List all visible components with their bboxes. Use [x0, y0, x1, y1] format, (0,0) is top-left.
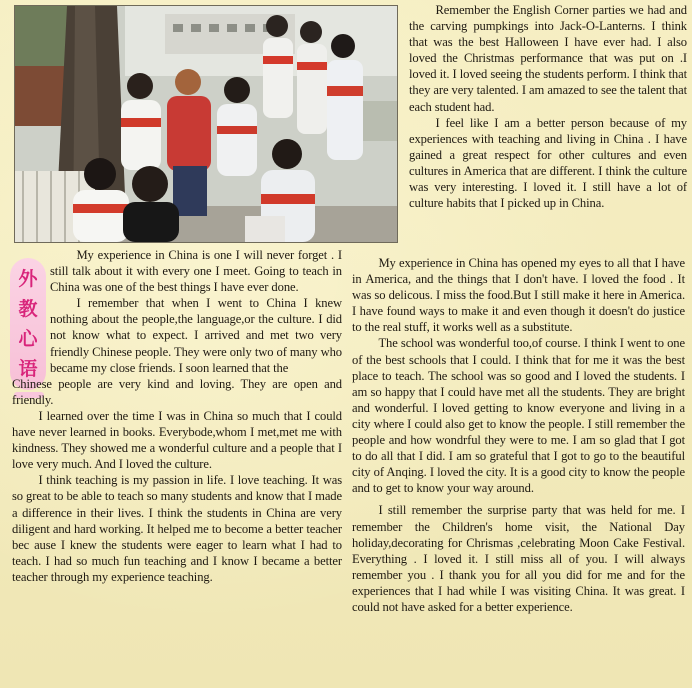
photo-illustration: [15, 6, 397, 242]
article-column-right-bottom: [352, 255, 685, 615]
badge-char: 外: [18, 268, 38, 290]
badge-char: 教: [18, 298, 38, 320]
badge-char: 心: [18, 328, 38, 350]
column-badge: [10, 258, 46, 390]
paragraph: I remember that when I went to China I knew nothing about the people,the language,or the culture. I did not know what to expect. I arrived and met two very friendly Chinese people. They were only two of many who became my close friends. I soon learned that the: [50, 296, 342, 375]
paragraph: Remember the English Corner parties we had and the carving pumpkings into Jack-O-Lanterns. I think that was the best Halloween I have ever had. I also loved the Christmas performance that was put on .I loved it. I loved seeing the students perform. I think that they are very talented. I am amazed to see the talent that each student had.: [409, 3, 687, 114]
badge-char: 语: [18, 358, 38, 380]
paragraph: My experience in China is one I will never forget . I still talk about it with every one I meet. Going to teach in China was one of the best things I have ever done.: [50, 248, 342, 295]
paragraph: The school was wonderful too,of course. I think I went to one of the best schools that I could. I think that for me it was the best place to teach. The school was so good and I loved the students. I am so happy that I could have met all the students. They are bright and wonderful. I loved getting to know everyone and living in a city where I could also get to know the people. I still remember the people and how wondrful they were to me. I am so glad that I got to do all that I did. I am so grateful that I got to go to the beautiful city of Anqing. I loved the city. It is a good city to know the people and to get to know your way around.: [352, 336, 685, 496]
paragraph: I learned over the time I was in China so much that I could have never learned in books. Everybode,whom I met,met me with kindness. They showed me a wonderful culture and a people that I love very much. And I loved the culture.: [12, 408, 342, 472]
paragraph: I still remember the surprise party that was held for me. I remember the Children's home visit, the National Day holiday,decorating for Chrismas ,celebrating Moon Cake Festival. Everything . I loved it. I still miss all of you. I will always remember you . I thank you for all you did for me and for the experiences that I had while I was visiting China. It was great. I could not have asked for a better experience.: [352, 503, 685, 614]
paragraph: I think teaching is my passion in life. I love teaching. It was so great to be able to teach so many students and know that I made a difference in their lives. I think the students in China are very diligent and hard working. It helped me to become a better teacher bec ause I knew the students were eager to learn what I had to teach. I had so much fun teaching and I know I became a better teacher through my experience teaching.: [12, 473, 342, 584]
article-column-left: [12, 247, 342, 585]
paragraph: My experience in China has opened my eyes to all that I have in America, and the things that I don't have. I loved the food . It was so delicous. I miss the food.But I still make it here in America. I have found ways to make it and even though it doesn't do justice to the real stuff, it works well as a substitute.: [352, 256, 685, 335]
paragraph: I feel like I am a better person because of my experiences with teaching and living in China . I have gained a great respect for other cultures and even cultures in America that are different. I think the culture was very interesting. I loved it. I still have a lot of culture habits that I picked up in China.: [409, 115, 687, 211]
paragraph-continued: Chinese people are very kind and loving. They are open and friendly.: [12, 376, 342, 407]
article-column-right-top: [409, 2, 687, 211]
group-photo: [14, 5, 398, 243]
